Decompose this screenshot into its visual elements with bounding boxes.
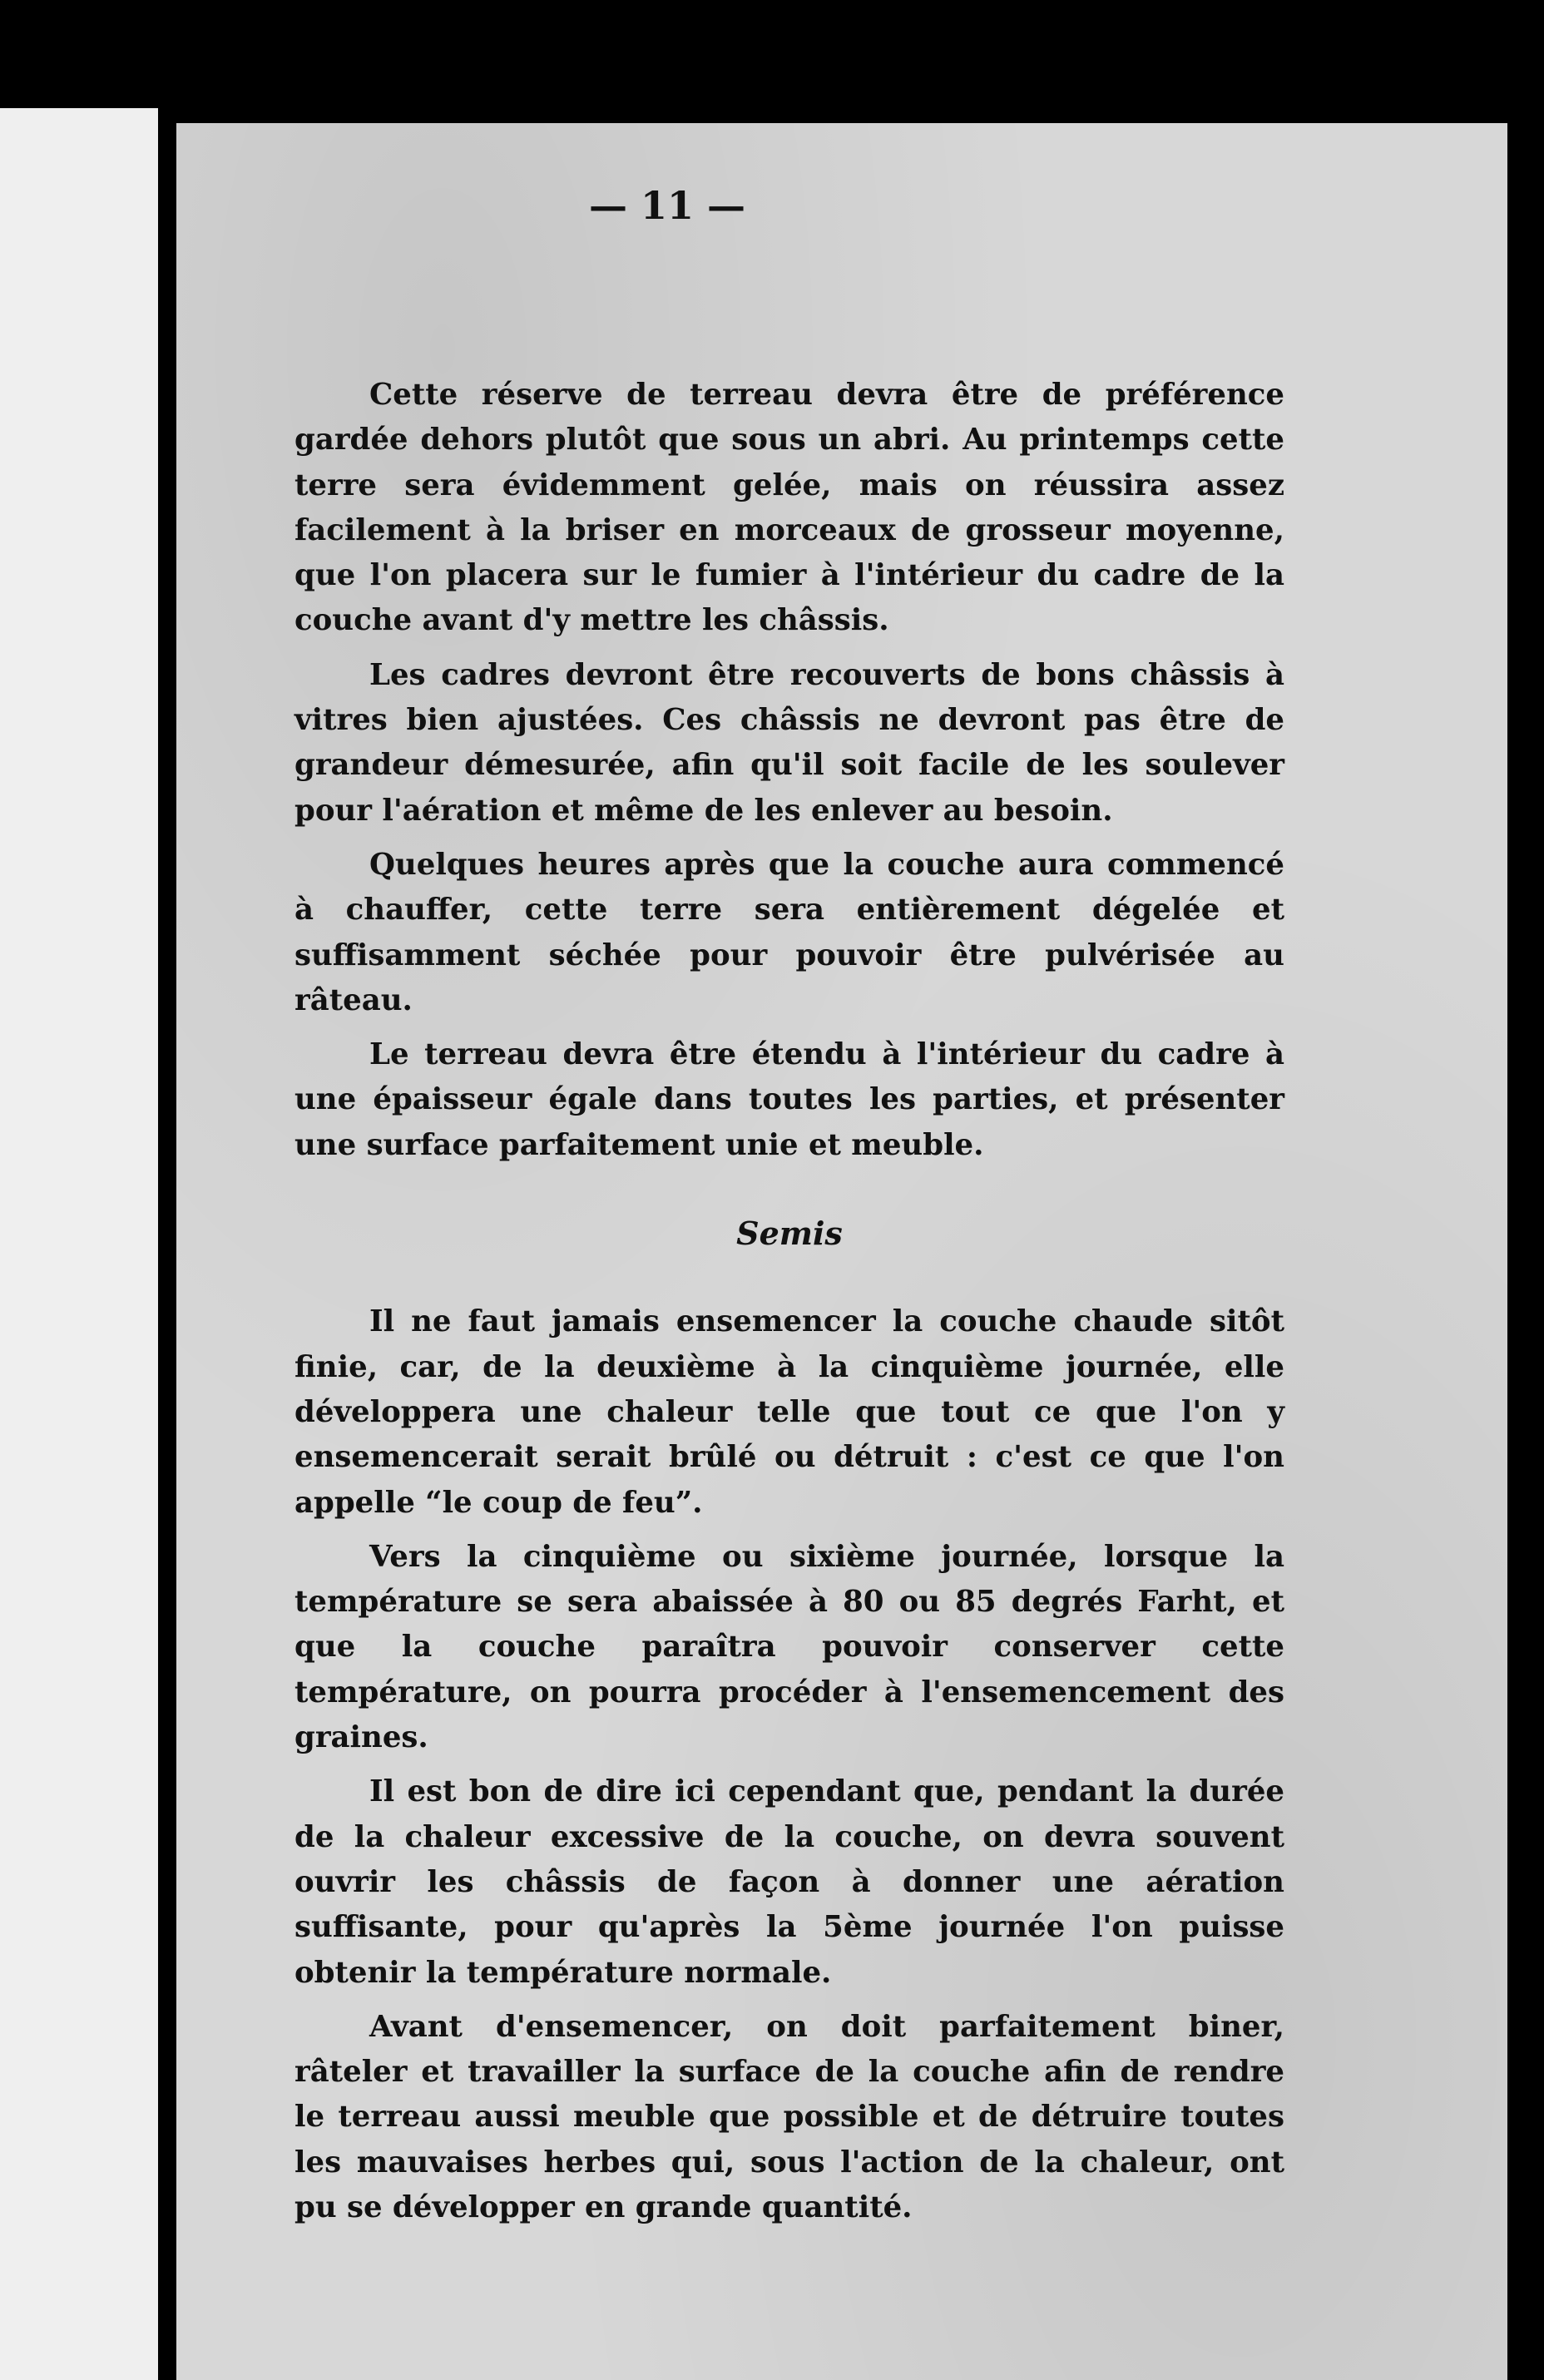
paragraph: Avant d'ensemencer, on doit parfaitement biner, râteler et travailler la surface de la couche afin de rendre le terreau aussi meuble que possible et de détruire toutes les mauvaises herbes qui, sous l'action de la chaleur, ont pu se développer en grande quantité. [294, 2009, 1284, 2224]
page-number: — 11 — [588, 183, 746, 228]
paragraph: Il est bon de dire ici cependant que, pendant la durée de la chaleur excessive de la couche, on devra souvent ouvrir les châssis de façon à donner une aération suffisante, pour qu'après la 5ème journée l'on puisse obtenir la température normale. [294, 1774, 1284, 1990]
paragraph: Cette réserve de terreau devra être de préférence gardée dehors plutôt que sous un abri. Au printemps cette terre sera évidemment gelée, mais on réussira assez facilement à la briser en morceaux de grosseur moyenne, que l'on placera sur le fumier à l'intérieur du cadre de la couche avant d'y mettre les châssis. [294, 378, 1284, 638]
section-heading: Semis [736, 1215, 843, 1253]
paragraph: Il ne faut jamais ensemencer la couche chaude sitôt finie, car, de la deuxième à la cinquième journée, elle développera une chaleur telle que tout ce que l'on y ensemencerait serait brûlé ou détruit : c'est ce que l'on appelle “le coup de feu”. [294, 1304, 1284, 1520]
paragraph: Les cadres devront être recouverts de bons châssis à vitres bien ajustées. Ces châssis ne devront pas être de grandeur démesurée, afin qu'il soit facile de les soulever pour l'aération et même de les enlever au besoin. [294, 657, 1284, 828]
paragraph: Vers la cinquième ou sixième journée, lorsque la température se sera abaissée à 80 ou 85 degrés Farht, et que la couche paraîtra pouvoir conserver cette température, on pourra procéder à l'ensemencement des graines. [294, 1539, 1284, 1755]
scanned-page [176, 123, 1507, 2380]
paragraph: Le terreau devra être étendu à l'intérieur du cadre à une épaisseur égale dans toutes les parties, et présenter une surface parfaitement unie et meuble. [294, 1037, 1284, 1162]
scan-margin-strip [0, 108, 158, 2380]
paragraph: Quelques heures après que la couche aura commencé à chauffer, cette terre sera entièrement dégelée et suffisamment séchée pour pouvoir être pulvérisée au râteau. [294, 847, 1284, 1017]
body-text [294, 373, 1284, 2239]
